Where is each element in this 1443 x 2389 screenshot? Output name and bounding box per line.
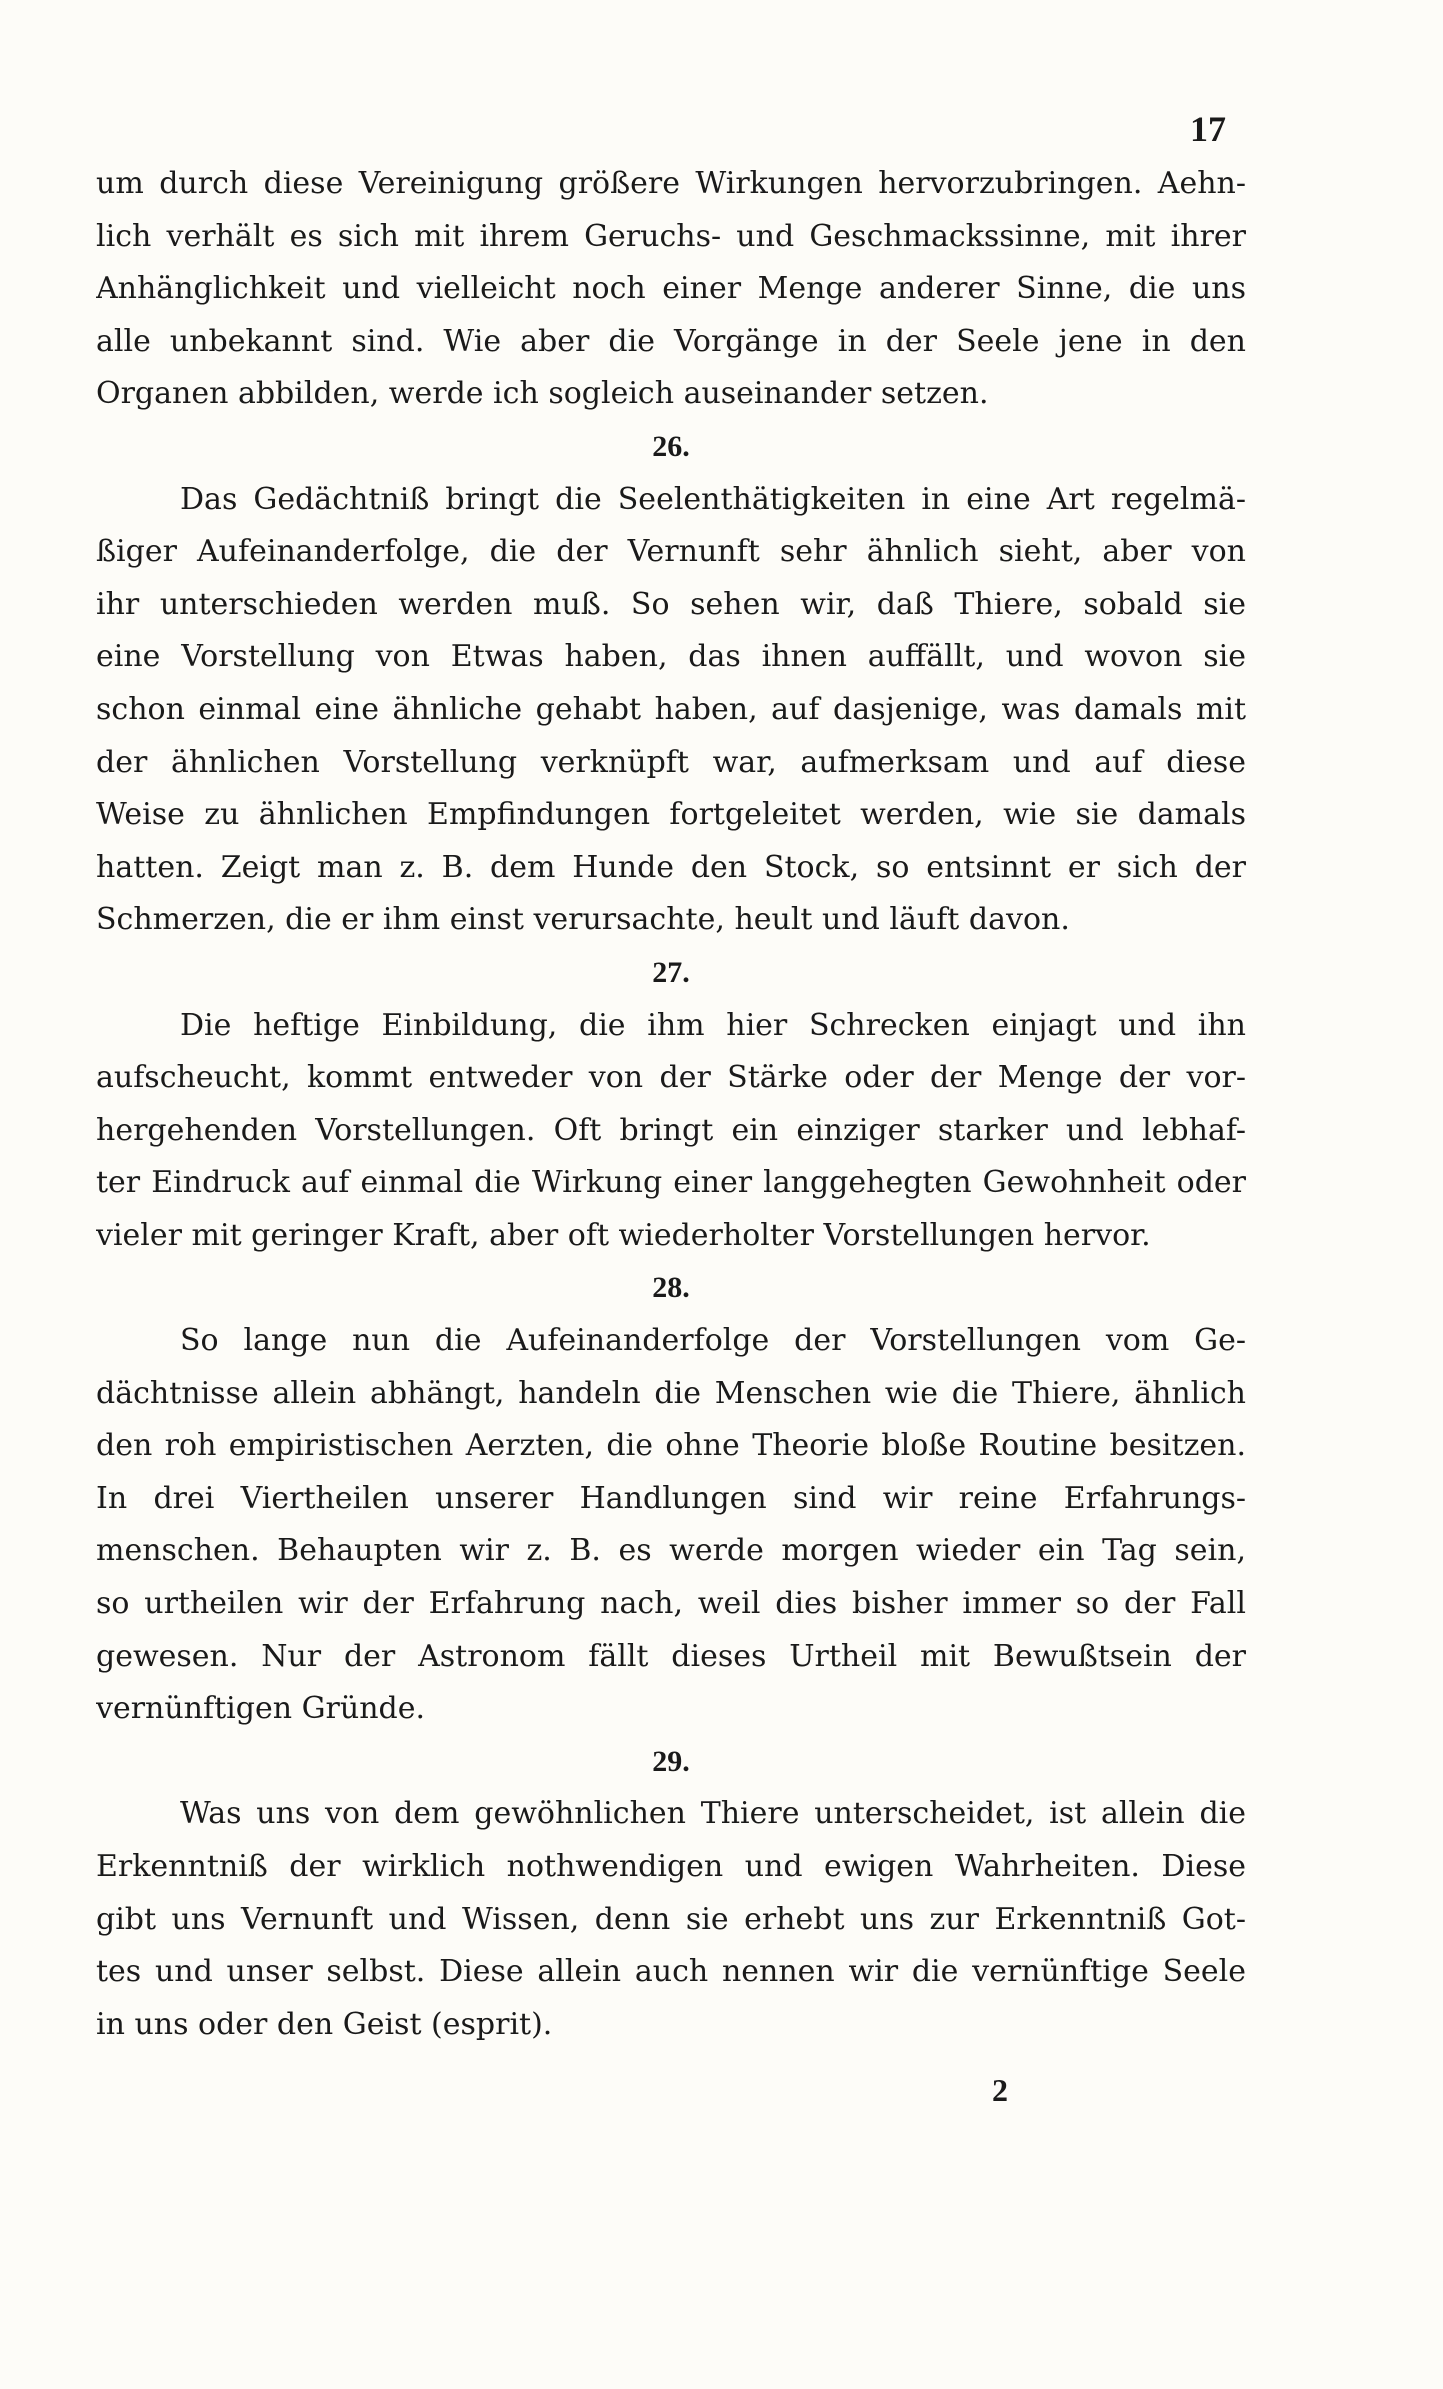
text-line: lich verhält es sich mit ihrem Geruchs- und Geschmackssinne, mit ihrer [96,218,1246,254]
text-line: gibt uns Vernunft und Wissen, denn sie erhebt uns zur Erkenntniß Got- [96,1901,1246,1937]
text-line: Organen abbilden, werde ich sogleich auseinander setzen. [96,376,989,412]
text-line: Erkenntniß der wirklich nothwendigen und ewigen Wahrheiten. Diese [96,1849,1246,1884]
text-line: vieler mit geringer Kraft, aber oft wiederholter Vorstellungen hervor. [96,1217,1151,1253]
section-number: 26. [652,429,690,463]
text-line: So lange nun die Aufeinanderfolge der Vorstellungen vom Ge- [180,1323,1246,1359]
section-number: 29. [652,1744,690,1778]
text-line: Das Gedächtniß bringt die Seelenthätigkeiten in eine Art regelmä- [180,481,1246,517]
text-line: Anhänglichkeit und vielleicht noch einer Menge anderer Sinne, die uns [96,271,1246,307]
text-line: alle unbekannt sind. Wie aber die Vorgänge in der Seele jene in den [96,323,1246,359]
text-line: in uns oder den Geist (esprit). [96,2006,553,2042]
text-line: Was uns von dem gewöhnlichen Thiere unterscheidet, ist allein die [180,1796,1246,1832]
text-line: gewesen. Nur der Astronom fällt dieses Urtheil mit Bewußtsein der [96,1638,1246,1674]
text-line: Die heftige Einbildung, die ihm hier Schrecken einjagt und ihn [180,1007,1246,1043]
text-line: den roh empiristischen Aerzten, die ohne Theorie bloße Routine besitzen. [96,1428,1246,1464]
text-line: ihr unterschieden werden muß. So sehen wir, daß Thiere, sobald sie [96,586,1246,622]
text-line: hatten. Zeigt man z. B. dem Hunde den Stock, so entsinnt er sich der [96,849,1246,885]
text-line: so urtheilen wir der Erfahrung nach, weil dies bisher immer so der Fall [96,1586,1246,1622]
text-line: dächtnisse allein abhängt, handeln die Menschen wie die Thiere, ähnlich [96,1375,1246,1411]
page-number: 17 [1190,109,1226,149]
section-number: 28. [652,1271,690,1305]
text-line: ßiger Aufeinanderfolge, die der Vernunft sehr ähnlich sieht, aber von [96,534,1246,570]
text-line: aufscheucht, kommt entweder von der Stärke oder der Menge der vor- [96,1060,1246,1096]
text-line: hergehenden Vorstellungen. Oft bringt ein einziger starker und lebhaf- [96,1112,1246,1148]
text-line: eine Vorstellung von Etwas haben, das ihnen auffällt, und wovon sie [96,639,1246,675]
text-line: Schmerzen, die er ihm einst verursachte, heult und läuft davon. [96,902,1070,938]
signature-mark: 2 [992,2072,1008,2108]
text-line: tes und unser selbst. Diese allein auch nennen wir die vernünftige Seele [96,1954,1246,1990]
text-line: schon einmal eine ähnliche gehabt haben, auf dasjenige, was damals mit [96,691,1246,727]
body-text [96,158,1246,2051]
text-line: ter Eindruck auf einmal die Wirkung einer langgehegten Gewohnheit oder [96,1165,1246,1201]
text-line: In drei Viertheilen unserer Handlungen sind wir reine Erfahrungs- [96,1480,1246,1516]
text-line: um durch diese Vereinigung größere Wirkungen hervorzubringen. Aehn- [96,166,1246,201]
section-number: 27. [652,955,690,989]
text-line: der ähnlichen Vorstellung verknüpft war, aufmerksam und auf diese [96,744,1246,780]
text-line: menschen. Behaupten wir z. B. es werde morgen wieder ein Tag sein, [96,1533,1246,1569]
text-line: Weise zu ähnlichen Empfindungen fortgeleitet werden, wie sie damals [96,797,1246,833]
text-line: vernünftigen Gründe. [96,1691,426,1727]
